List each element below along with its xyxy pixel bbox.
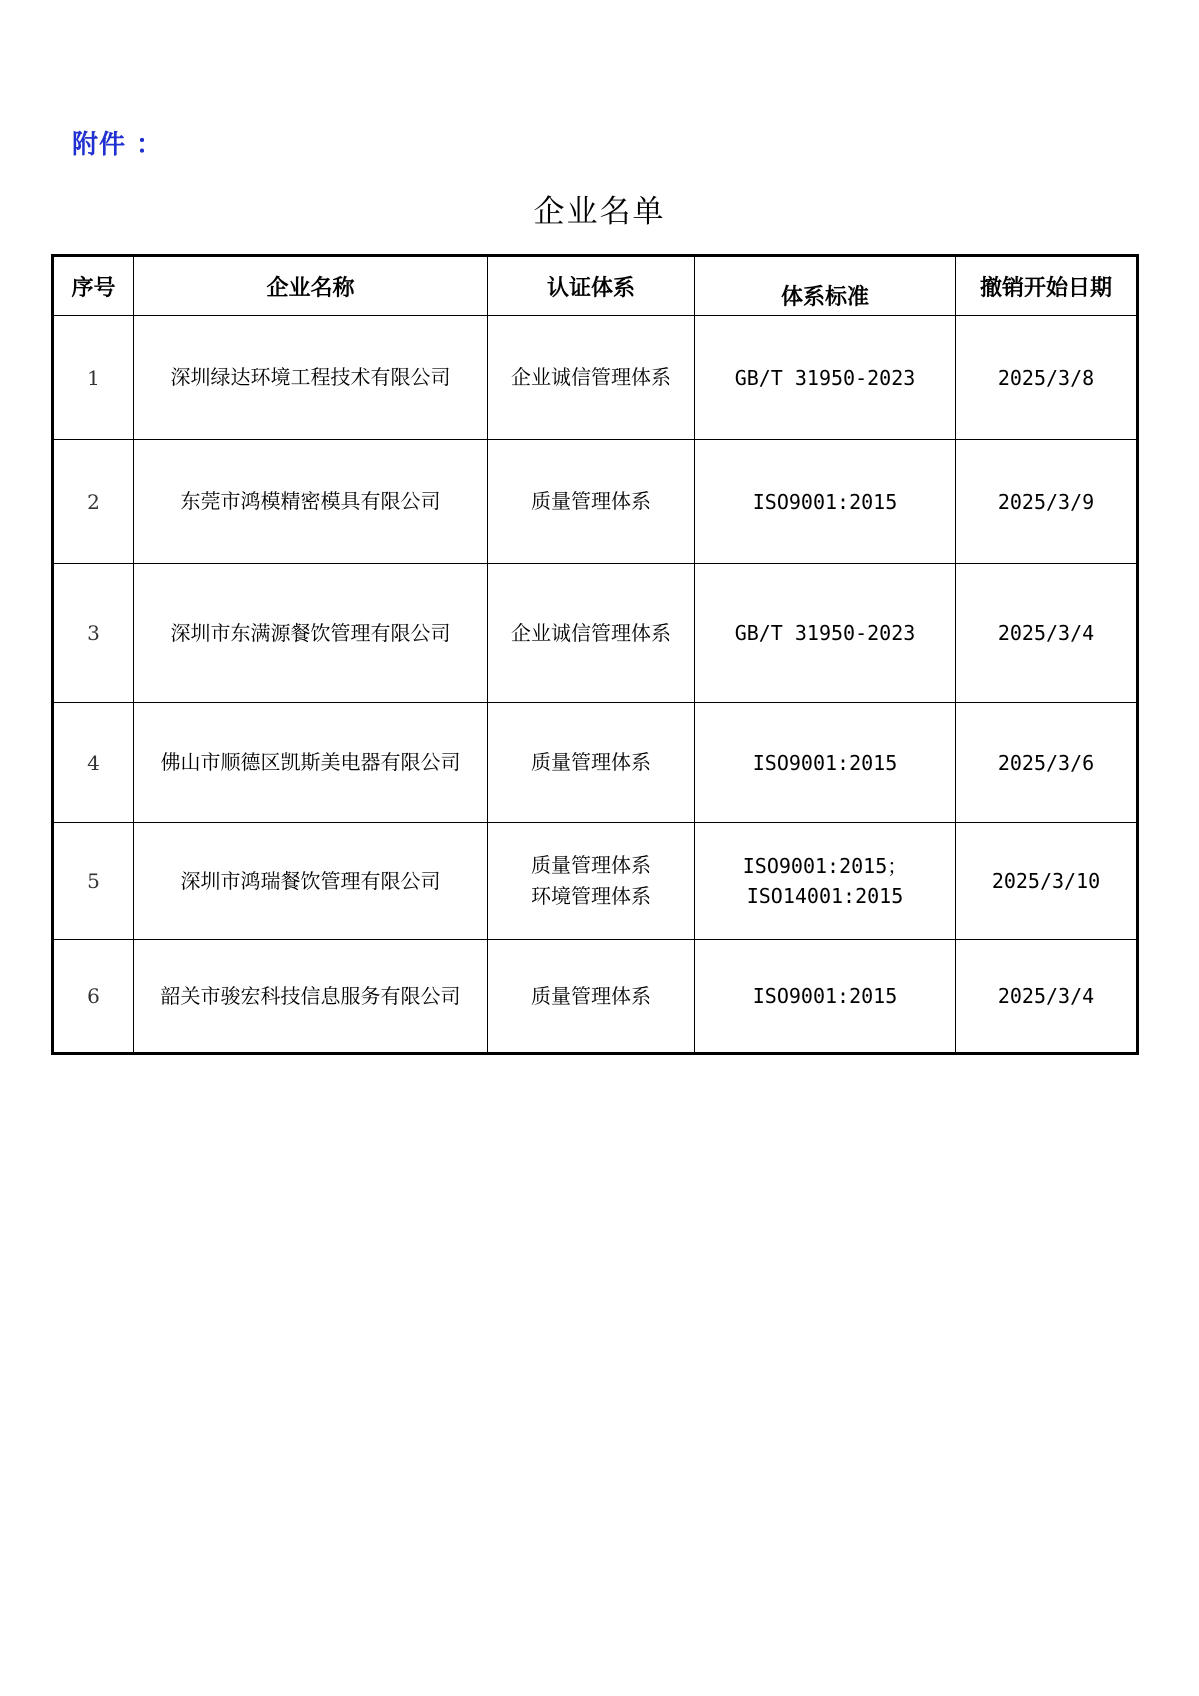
- system-standard: [695, 940, 956, 1054]
- company-name: 韶关市骏宏科技信息服务有限公司: [134, 940, 488, 1054]
- system-standard-line: ISO9001:2015: [752, 489, 898, 514]
- system-standard-line: ISO9001:2015: [752, 750, 898, 775]
- system-standard: [695, 440, 956, 564]
- revocation-date: 2025/3/6: [956, 703, 1138, 823]
- company-name: 佛山市顺德区凯斯美电器有限公司: [134, 703, 488, 823]
- table-row: [53, 703, 1138, 823]
- certification-system-line: 质量管理体系: [531, 750, 651, 774]
- certification-system-line: 环境管理体系: [531, 884, 651, 908]
- certification-system-line: 企业诚信管理体系: [511, 620, 671, 645]
- company-name: 深圳市鸿瑞餐饮管理有限公司: [134, 823, 488, 940]
- company-name: 东莞市鸿模精密模具有限公司: [134, 440, 488, 564]
- system-standard-line: ISO9001:2015: [752, 984, 898, 1008]
- certification-system-line: 质量管理体系: [531, 489, 651, 513]
- system-standard: [695, 564, 956, 703]
- revocation-date: 2025/3/8: [956, 316, 1138, 440]
- annex-label: 附件 ：: [72, 130, 164, 160]
- table-row: [53, 316, 1138, 440]
- system-standard: [695, 316, 956, 440]
- company-name: 深圳绿达环境工程技术有限公司: [134, 316, 488, 440]
- certification-system: [488, 440, 695, 564]
- company-name: 深圳市东满源餐饮管理有限公司: [134, 564, 488, 703]
- certification-system: [488, 316, 695, 440]
- row-index: 3: [53, 564, 134, 703]
- certification-system: [488, 564, 695, 703]
- row-index: 4: [53, 703, 134, 823]
- system-standard-line: GB/T 31950-2023: [734, 365, 916, 390]
- table-row: [53, 940, 1138, 1054]
- certification-system: [488, 823, 695, 940]
- certification-system-line: 质量管理体系: [531, 983, 651, 1008]
- system-standard: [695, 703, 956, 823]
- revocation-date: 2025/3/9: [956, 440, 1138, 564]
- table-header-row: [53, 256, 1138, 316]
- system-standard-line: GB/T 31950-2023: [734, 621, 916, 645]
- table-row: [53, 440, 1138, 564]
- table-row: [53, 564, 1138, 703]
- company-table: [51, 254, 1139, 1055]
- column-header-company-name: 企业名称: [134, 256, 488, 316]
- revocation-date: 2025/3/4: [956, 564, 1138, 703]
- column-header-index: 序号: [53, 256, 134, 316]
- certification-system-line: 质量管理体系: [531, 853, 651, 877]
- row-index: 5: [53, 823, 134, 940]
- column-header-revocation-date: 撤销开始日期: [956, 256, 1138, 316]
- column-header-system-standard: 体系标准: [695, 256, 956, 316]
- certification-system-line: 企业诚信管理体系: [511, 365, 671, 389]
- certification-system: [488, 703, 695, 823]
- system-standard-line: ISO9001:2015；: [742, 854, 908, 878]
- column-header-certification-system: 认证体系: [488, 256, 695, 316]
- system-standard: [695, 823, 956, 940]
- revocation-date: 2025/3/4: [956, 940, 1138, 1054]
- row-index: 2: [53, 440, 134, 564]
- row-index: 6: [53, 940, 134, 1054]
- row-index: 1: [53, 316, 134, 440]
- page-title: 企业名单: [533, 194, 666, 230]
- certification-system: [488, 940, 695, 1054]
- system-standard-line: ISO14001:2015: [746, 884, 904, 908]
- revocation-date: 2025/3/10: [956, 823, 1138, 940]
- table-row: [53, 823, 1138, 940]
